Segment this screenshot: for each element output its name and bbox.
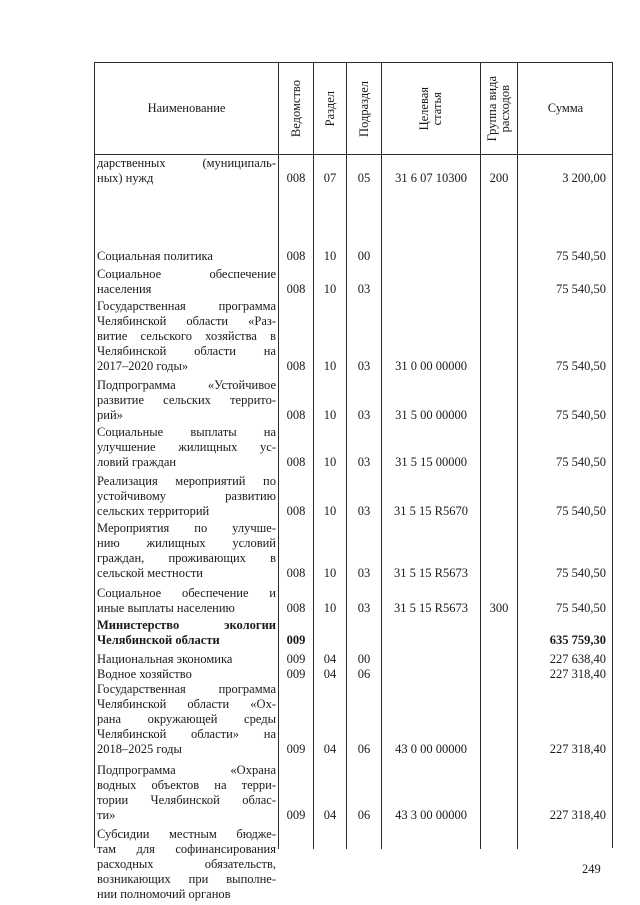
cell-celevaya-statya: 31 5 15 R5673	[394, 566, 468, 580]
cell-vedomstvo: 009	[286, 742, 306, 756]
row-name-line: рана окружающей среды	[97, 712, 276, 726]
row-name-line: возникающих при выполне-	[97, 872, 276, 886]
row-name-line: граждан, проживающих в	[97, 551, 276, 565]
row-name-line: 2017–2020 годы»	[97, 359, 189, 373]
header-podrazdel: Подраздел	[356, 80, 371, 137]
row-name-line: там для софинансирования	[97, 842, 276, 856]
row-name-line: Социальные выплаты на	[97, 425, 276, 439]
cell-razdel: 10	[323, 408, 337, 422]
row-name-line: водных объектов на терри-	[97, 778, 276, 792]
cell-summa: 75 540,50	[556, 601, 606, 615]
row-name-line: витие сельского хозяйства в	[97, 329, 276, 343]
cell-vedomstvo: 008	[286, 566, 306, 580]
row-name-line: рий»	[97, 408, 123, 422]
header-name: Наименование	[147, 101, 226, 115]
row-name-line: 2018–2025 годы	[97, 742, 182, 756]
row-name-line: тории Челябинской облас-	[97, 793, 276, 807]
cell-celevaya-statya: 43 3 00 00000	[395, 808, 467, 822]
row-name-line: Водное хозяйство	[97, 667, 192, 681]
cell-vedomstvo: 008	[286, 408, 306, 422]
cell-vedomstvo: 009	[286, 808, 306, 822]
cell-podrazdel: 06	[357, 808, 371, 822]
cell-summa: 3 200,00	[562, 171, 606, 185]
cell-razdel: 04	[323, 742, 337, 756]
cell-vedomstvo: 009	[286, 652, 306, 666]
cell-summa: 75 540,50	[556, 359, 606, 373]
cell-podrazdel: 03	[357, 566, 371, 580]
row-name-line: дарственных (муниципаль-	[97, 156, 276, 170]
header-vedomstvo: Ведомство	[288, 79, 303, 138]
row-name-line: Социальное обеспечение	[97, 267, 276, 281]
cell-summa: 635 759,30	[549, 633, 606, 647]
row-name-line: нию жилищных условий	[97, 536, 276, 550]
row-name-line: сельских территорий	[97, 504, 210, 518]
cell-gruppa: 300	[489, 601, 509, 615]
cell-summa: 75 540,50	[556, 249, 606, 263]
cell-vedomstvo: 009	[286, 667, 306, 681]
row-name-line: Мероприятия по улучше-	[97, 521, 276, 535]
row-name-line: Подпрограмма «Устойчивое	[97, 378, 276, 392]
row-name-line: нии полномочий органов	[97, 887, 231, 901]
cell-razdel: 10	[323, 504, 337, 518]
header-razdel: Раздел	[322, 90, 337, 127]
cell-podrazdel: 06	[357, 742, 371, 756]
cell-razdel: 04	[323, 808, 337, 822]
row-name-line: Министерство экологии	[97, 618, 276, 632]
row-name-line: ных) нужд	[97, 171, 154, 185]
row-name-line: устойчивому развитию	[97, 489, 276, 503]
cell-summa: 227 318,40	[549, 742, 606, 756]
cell-podrazdel: 03	[357, 408, 371, 422]
cell-summa: 227 638,40	[549, 652, 606, 666]
row-name-line: Субсидии местным бюдже-	[97, 827, 276, 841]
cell-summa: 75 540,50	[556, 566, 606, 580]
cell-podrazdel: 00	[357, 652, 371, 666]
row-name-line: улучшение жилищных ус-	[97, 440, 276, 454]
cell-summa: 75 540,50	[556, 504, 606, 518]
cell-razdel: 07	[323, 171, 337, 185]
row-name-line: Государственная программа	[97, 299, 276, 313]
row-name-line: Социальная политика	[97, 249, 213, 263]
cell-summa: 75 540,50	[556, 455, 606, 469]
cell-podrazdel: 03	[357, 359, 371, 373]
page-number: 249	[582, 862, 601, 876]
row-name-line: Челябинской области	[97, 633, 220, 647]
cell-vedomstvo: 008	[286, 282, 306, 296]
cell-celevaya-statya: 31 5 15 00000	[395, 455, 467, 469]
cell-celevaya-statya: 31 5 15 R5673	[394, 601, 468, 615]
row-name-line: Подпрограмма «Охрана	[97, 763, 276, 777]
cell-podrazdel: 03	[357, 455, 371, 469]
cell-razdel: 10	[323, 282, 337, 296]
cell-razdel: 10	[323, 249, 337, 263]
cell-podrazdel: 03	[357, 601, 371, 615]
header-summa: Сумма	[547, 101, 584, 115]
cell-razdel: 10	[323, 359, 337, 373]
row-name-line: ти»	[97, 808, 116, 822]
cell-celevaya-statya: 31 0 00 00000	[395, 359, 467, 373]
row-name-line: Челябинской области» на	[97, 727, 276, 741]
row-name-line: Челябинской области на	[97, 344, 276, 358]
cell-vedomstvo: 009	[286, 633, 306, 647]
row-name-line: населения	[97, 282, 152, 296]
row-name-line: расходных обязательств,	[97, 857, 276, 871]
cell-vedomstvo: 008	[286, 171, 306, 185]
row-name-line: Национальная экономика	[97, 652, 233, 666]
row-name-line: развитие сельских террито-	[97, 393, 276, 407]
cell-vedomstvo: 008	[286, 359, 306, 373]
cell-razdel: 10	[323, 455, 337, 469]
cell-podrazdel: 03	[357, 282, 371, 296]
row-name-line: Реализация мероприятий по	[97, 474, 276, 488]
cell-summa: 75 540,50	[556, 282, 606, 296]
header-divider	[95, 154, 612, 155]
row-name-line: иные выплаты населению	[97, 601, 235, 615]
cell-celevaya-statya: 31 5 00 00000	[395, 408, 467, 422]
cell-razdel: 04	[323, 667, 337, 681]
cell-razdel: 10	[323, 566, 337, 580]
cell-summa: 227 318,40	[549, 808, 606, 822]
row-name-line: ловий граждан	[97, 455, 177, 469]
cell-vedomstvo: 008	[286, 601, 306, 615]
cell-vedomstvo: 008	[286, 249, 306, 263]
cell-celevaya-statya: 43 0 00 00000	[395, 742, 467, 756]
cell-celevaya-statya: 31 5 15 R5670	[394, 504, 468, 518]
header-celevaya-statya: Целевая статья	[417, 86, 444, 131]
cell-podrazdel: 05	[357, 171, 371, 185]
cell-podrazdel: 06	[357, 667, 371, 681]
row-name-line: сельской местности	[97, 566, 203, 580]
row-name-line: Социальное обеспечение и	[97, 586, 276, 600]
row-name-line: Челябинской области «Ох-	[97, 697, 276, 711]
cell-podrazdel: 00	[357, 249, 371, 263]
cell-vedomstvo: 008	[286, 455, 306, 469]
cell-celevaya-statya: 31 6 07 10300	[395, 171, 467, 185]
row-name-line: Государственная программа	[97, 682, 276, 696]
cell-summa: 227 318,40	[549, 667, 606, 681]
cell-vedomstvo: 008	[286, 504, 306, 518]
cell-podrazdel: 03	[357, 504, 371, 518]
row-name-line: Челябинской области «Раз-	[97, 314, 276, 328]
cell-summa: 75 540,50	[556, 408, 606, 422]
cell-razdel: 10	[323, 601, 337, 615]
cell-razdel: 04	[323, 652, 337, 666]
cell-gruppa: 200	[489, 171, 509, 185]
header-gruppa-vida-rashodov: Группа вида расходов	[485, 75, 512, 142]
